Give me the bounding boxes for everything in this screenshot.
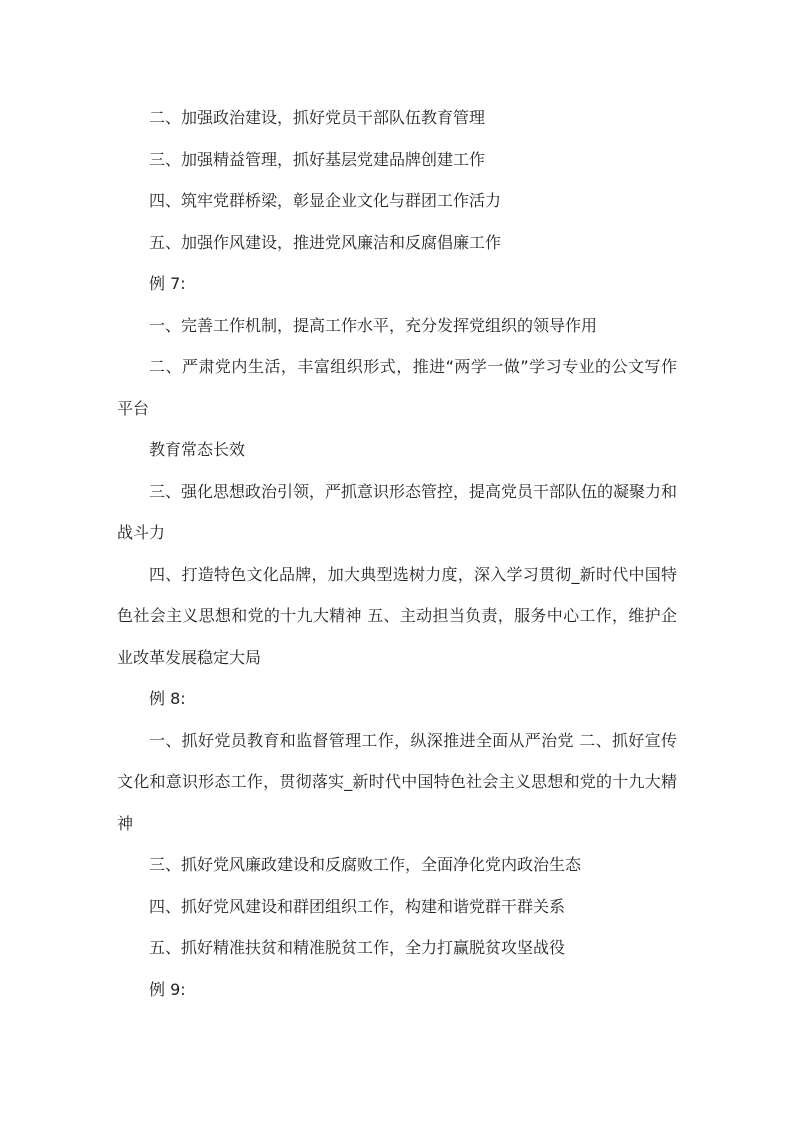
paragraph: 三、加强精益管理，抓好基层党建品牌创建工作 [149, 149, 486, 169]
paragraph: 五、加强作风建设，推进党风廉洁和反腐倡廉工作 [149, 232, 502, 252]
example-heading: 例 8: [149, 689, 186, 708]
example-heading: 例 7: [149, 274, 186, 293]
paragraph: 一、抓好党员教育和监督管理工作，纵深推进全面从严治党 二、抓好宣传文化和意识形态工作，贯彻落实_新时代中国特色社会主义思想和党的十九大精神 [117, 730, 677, 833]
example-heading: 例 9: [149, 979, 186, 999]
document-body [117, 97, 677, 1010]
paragraph: 四、抓好党风建设和群团组织工作，构建和谐党群干群关系 [149, 896, 566, 916]
paragraph: 三、强化思想政治引领，严抓意识形态管控，提高党员干部队伍的凝聚力和战斗力 [117, 481, 678, 542]
paragraph: 四、筑牢党群桥梁，彰显企业文化与群团工作活力 [149, 191, 502, 210]
paragraph: 二、加强政治建设，抓好党员干部队伍教育管理 [149, 108, 486, 127]
paragraph: 一、完善工作机制，提高工作水平，充分发挥党组织的领导作用 [149, 315, 598, 335]
paragraph: 三、抓好党风廉政建设和反腐败工作，全面净化党内政治生态 [149, 855, 582, 874]
paragraph: 五、抓好精准扶贫和精准脱贫工作，全力打赢脱贫攻坚战役 [149, 938, 566, 957]
paragraph: 四、打造特色文化品牌，加大典型选树力度，深入学习贯彻_新时代中国特色社会主义思想和党的十九大精神 五、主动担当负责，服务中心工作，维护企业改革发展稳定大局 [117, 564, 677, 667]
paragraph: 二、严肃党内生活，丰富组织形式，推进“两学一做”学习专业的公文写作平台 [117, 357, 677, 418]
paragraph: 教育常态长效 [149, 440, 246, 459]
